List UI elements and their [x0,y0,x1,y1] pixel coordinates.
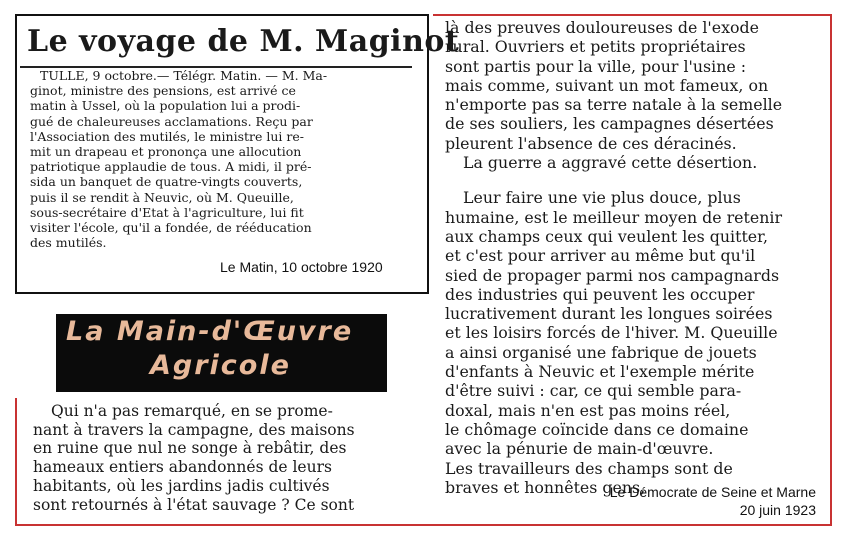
text-line: pleurent l'absence de ces déracinés. [445,133,737,153]
text-line: patriotique applaudie de tous. A midi, il pré- [30,159,312,175]
red-frame-top [433,14,832,16]
text-line: mais comme, suivant un mot fameux, on [445,75,769,95]
text-line: lucrativement durant les longues soirées [445,304,773,324]
right-paragraph-3 [445,188,825,497]
text-line: TULLE, 9 octobre.— Télégr. Matin. — M. Ma- [40,68,328,83]
red-frame-right [830,14,832,526]
text-line: visiter l'école, qu'il a fondée, de rééducation [30,220,312,236]
text-line: sous-secrétaire d'Etat à l'agriculture, lui fit [30,204,304,220]
text-line: d'être suivi : car, ce qui semble para- [445,381,742,401]
text-line: sied de propager parmi nos campagnards [445,265,780,285]
text-line: habitants, où les jardins jadis cultivés [33,476,330,495]
text-line: a ainsi organisé une fabrique de jouets [445,342,757,362]
text-line: l'Association des mutilés, le ministre lui re- [30,128,304,144]
text-line: sida un banquet de quatre-vingts couverts, [30,174,303,190]
matin-source-caption: Le Matin, 10 octobre 1920 [220,259,383,275]
source-date: 20 juin 1923 [739,502,816,518]
text-line: le chômage coïncide dans ce domaine [445,419,749,439]
text-line: humaine, est le meilleur moyen de retenir [445,207,783,227]
text-line: nant à travers la campagne, des maisons [33,420,355,439]
text-line: doxal, mais n'en est pas moins réel, [445,400,731,420]
right-paragraph-1 [445,18,825,153]
text-line: rural. Ouvriers et petits propriétaires [445,37,746,57]
text-line: des industries qui peuvent les occuper [445,284,755,304]
text-line: aux champs ceux qui veulent les quitter, [445,226,768,246]
text-line: en ruine que nul ne songe à rebâtir, des [33,439,347,458]
text-line: des mutilés. [30,235,107,251]
text-line: avec la pénurie de main-d'œuvre. [445,439,714,459]
text-line: de ses souliers, les campagnes désertées [445,114,774,134]
red-frame-left [15,398,17,526]
text-line: Les travailleurs des champs sont de [445,458,733,478]
right-article-body [445,18,825,497]
text-line: Qui n'a pas remarqué, en se prome- [51,402,333,420]
source-publication: Le Démocrate de Seine et Marne [609,484,816,500]
banner-title-line-2: Agricole [150,350,291,381]
banner-title-line-1: La Main-d'Œuvre [66,316,354,347]
text-line: Leur faire une vie plus douce, plus [463,188,741,208]
text-line: d'enfants à Neuvic et l'exemple mérite [445,362,755,382]
text-line: n'emporte pas sa terre natale à la semelle [445,95,783,115]
text-line: et les loisirs forcés de l'hiver. M. Queuille [445,323,778,343]
right-paragraph-2 [445,153,825,172]
text-line: sont partis pour la ville, pour l'usine : [445,56,747,76]
left-article-body [33,402,411,514]
text-line: hameaux entiers abandonnés de leurs [33,458,332,477]
text-line: sont retournés à l'état sauvage ? Ce sont [33,495,355,514]
text-line: La guerre a aggravé cette désertion. [463,153,758,173]
text-line: ginot, ministre des pensions, est arrivé ce [30,83,296,99]
matin-headline: Le voyage de M. Maginot [27,24,460,59]
text-line: matin à Ussel, où la population lui a prodi- [30,98,301,114]
text-line: puis il se rendit à Neuvic, où M. Queuille, [30,189,294,205]
text-line: braves et honnêtes gens, [445,477,646,497]
text-line: et c'est pour arriver au même but qu'il [445,246,756,266]
democrate-source-caption [580,483,816,519]
text-line: gué de chaleureuses acclamations. Reçu par [30,113,313,129]
matin-article-body [30,68,410,250]
text-line: là des preuves douloureuses de l'exode [445,18,759,37]
red-frame-bottom [15,524,832,526]
text-line: mit un drapeau et prononça une allocution [30,144,302,160]
